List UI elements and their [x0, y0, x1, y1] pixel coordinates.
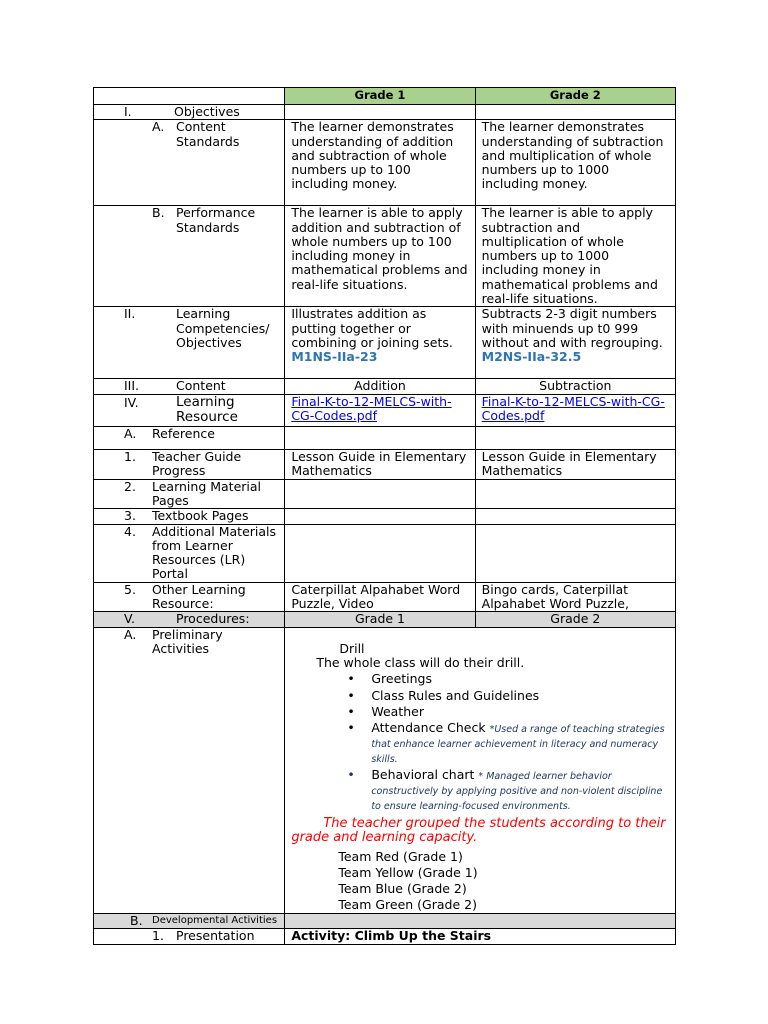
- preliminary-label: Preliminary Activities: [152, 627, 223, 656]
- drill-bullet-list: [291, 672, 669, 813]
- additional-materials-row: [94, 524, 676, 582]
- lesson-plan-table: [93, 87, 676, 945]
- teacher-guide-grade2: Lesson Guide in Elementary Mathematics: [475, 449, 675, 479]
- other-grade2: Bingo cards, Caterpillat Alpahabet Word Puzzle,: [475, 582, 675, 612]
- content-standards-label: Content Standards: [176, 119, 240, 149]
- performance-standards-label: Performance Standards: [176, 205, 256, 235]
- objectives-row: [94, 105, 676, 120]
- presentation-row: [94, 929, 676, 945]
- header-grade1: Grade 1: [285, 88, 475, 105]
- competencies-grade1: Illustrates addition as putting together or combining or joining sets.: [291, 306, 453, 350]
- teacher-guide-row: [94, 449, 676, 479]
- procedures-num: V.: [124, 611, 135, 627]
- content-label: Content: [176, 378, 226, 394]
- content-grade2: Subtraction: [475, 379, 675, 394]
- teams-list: [291, 849, 669, 913]
- procedures-grade1: Grade 1: [285, 612, 475, 627]
- objectives-num: I.: [124, 104, 132, 119]
- header-blank-cell: [94, 88, 285, 105]
- other-grade1: Caterpillat Alpahabet Word Puzzle, Video: [285, 582, 475, 612]
- preliminary-row: [94, 627, 676, 913]
- developmental-label: Developmental Activities: [152, 915, 278, 927]
- additional-num: 4.: [124, 524, 136, 539]
- learning-material-row: [94, 479, 676, 509]
- competencies-grade1-code: M1NS-IIa-23: [291, 349, 378, 365]
- content-grade1: Addition: [285, 379, 475, 394]
- team-item: Team Green (Grade 2): [338, 897, 477, 913]
- presentation-num: 1.: [152, 928, 164, 944]
- procedures-label: Procedures:: [176, 611, 250, 627]
- competencies-row: [94, 307, 676, 379]
- drill-title: Drill: [339, 640, 365, 656]
- textbook-label: Textbook Pages: [152, 508, 249, 524]
- competencies-num: II.: [124, 306, 136, 322]
- other-num: 5.: [124, 582, 136, 597]
- performance-standards-grade2: The learner is able to apply subtraction and multiplication of whole numbers up to 1000 including money in mathematical problems and real-life situations.: [475, 206, 675, 307]
- additional-label: Additional Materials from Learner Resources (LR) Portal: [152, 524, 277, 582]
- competencies-label: Learning Competencies/ Objectives: [176, 306, 270, 350]
- preliminary-content: [285, 627, 676, 913]
- competencies-grade2-code: M2NS-IIa-32.5: [481, 349, 582, 365]
- teacher-guide-label: Teacher Guide Progress: [152, 449, 242, 478]
- grade1-melcs-link[interactable]: Final-K-to-12-MELCS-with-CG-Codes.pdf: [291, 394, 452, 423]
- learning-material-num: 2.: [124, 479, 136, 494]
- behavioral-note: * Managed learner behavior constructively by applying positive and non-violent discipline to ensure learning-focused environments.: [371, 771, 663, 813]
- competencies-grade2: Subtracts 2-3 digit numbers with minuends up t0 999 without and with regrouping.: [481, 306, 663, 350]
- teacher-guide-grade1: Lesson Guide in Elementary Mathematics: [285, 449, 475, 479]
- teacher-guide-num: 1.: [124, 449, 136, 464]
- procedures-row: [94, 612, 676, 627]
- content-standards-row: [94, 120, 676, 206]
- team-item: Team Red (Grade 1): [338, 849, 463, 865]
- content-row: [94, 379, 676, 394]
- grade2-melcs-link[interactable]: Final-K-to-12-MELCS-with-CG-Codes.pdf: [481, 394, 665, 423]
- learning-material-label: Learning Material Pages: [152, 479, 262, 508]
- list-item: • Weather: [347, 703, 424, 719]
- team-item: Team Blue (Grade 2): [338, 881, 467, 897]
- reference-row: [94, 426, 676, 449]
- developmental-num: B.: [130, 913, 143, 929]
- list-item: • Behavioral chart * Managed learner behavior constructively by applying positive and non-violent discipline to ensure learning-focused environments.: [347, 767, 663, 813]
- content-standards-num: A.: [152, 119, 165, 135]
- performance-standards-row: [94, 206, 676, 307]
- attendance-note: *Used a range of teaching strategies that enhance learner achievement in literacy and numeracy skills.: [371, 724, 665, 766]
- content-standards-grade1: The learner demonstrates understanding of addition and subtraction of whole numbers up to 100 including money.: [285, 120, 475, 206]
- reference-label: Reference: [152, 426, 215, 441]
- content-standards-grade2: The learner demonstrates understanding of subtraction and multiplication of whole numbers up to 1000 including money.: [475, 120, 675, 206]
- content-num: III.: [124, 378, 140, 394]
- performance-standards-num: B.: [152, 205, 165, 221]
- developmental-row: [94, 914, 676, 929]
- team-item: Team Yellow (Grade 1): [338, 865, 478, 881]
- learning-resource-label: Learning Resource: [176, 394, 238, 425]
- drill-intro: The whole class will do their drill.: [316, 654, 525, 670]
- list-item: • Class Rules and Guidelines: [347, 687, 540, 703]
- other-label: Other Learning Resource:: [152, 582, 246, 612]
- learning-resource-num: IV.: [124, 394, 139, 410]
- header-grade2: Grade 2: [475, 88, 675, 105]
- header-row: [94, 88, 676, 105]
- reference-num: A.: [124, 426, 137, 441]
- other-resource-row: [94, 582, 676, 612]
- textbook-row: [94, 509, 676, 524]
- list-item: • Attendance Check *Used a range of teaching strategies that enhance learner achievement in literacy and numeracy skills.: [347, 720, 665, 766]
- learning-resource-row: [94, 394, 676, 426]
- presentation-activity: Activity: Climb Up the Stairs: [285, 929, 676, 945]
- objectives-label: Objectives: [174, 104, 240, 119]
- textbook-num: 3.: [124, 508, 136, 524]
- grouping-note: The teacher grouped the students according to their grade and learning capacity.: [291, 816, 666, 846]
- presentation-label: Presentation: [176, 928, 255, 944]
- preliminary-num: A.: [124, 627, 137, 642]
- list-item: • Greetings: [347, 671, 433, 687]
- procedures-grade2: Grade 2: [475, 612, 675, 627]
- performance-standards-grade1: The learner is able to apply addition and subtraction of whole numbers up to 100 including money in mathematical problems and real-life situations.: [285, 206, 475, 307]
